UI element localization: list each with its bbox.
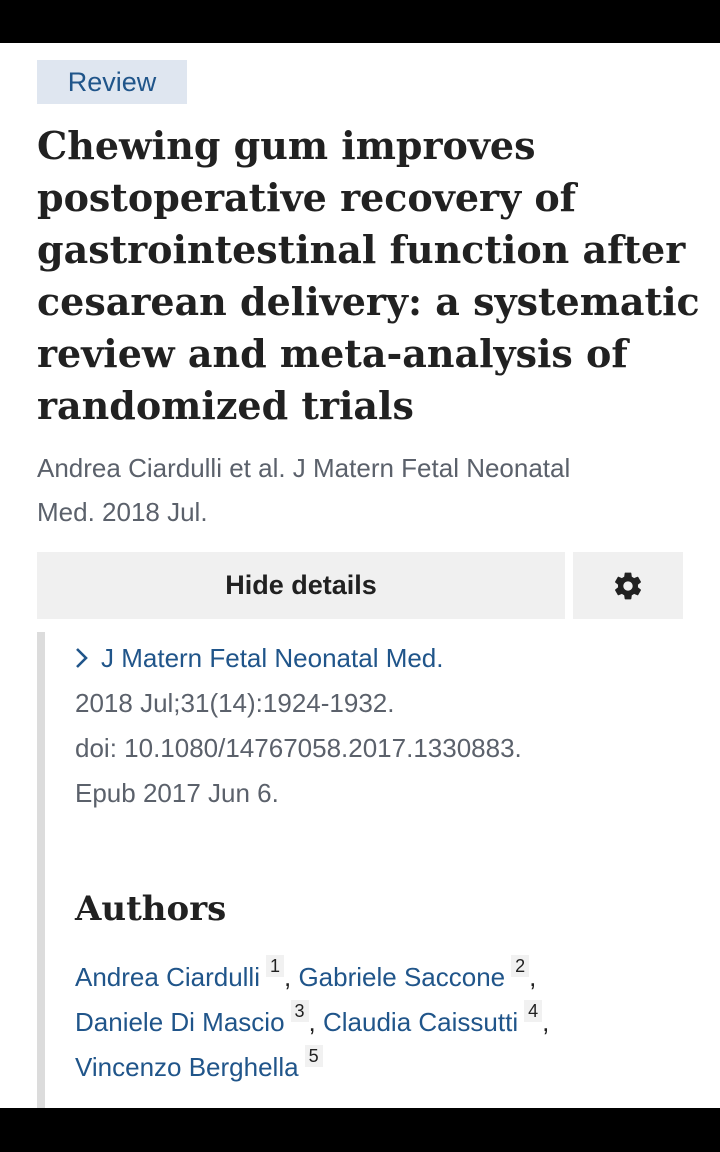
journal-link[interactable] [75, 636, 444, 680]
title-line: review and meta-analysis of [37, 331, 628, 376]
volume-issue-pages: 2018 Jul;31(14):1924-1932. [75, 688, 395, 718]
short-citation [37, 446, 687, 534]
authors-line: Daniele Di Mascio 3 , Claudia Caissutti 4 , [75, 1001, 550, 1037]
citation-line: Med. 2018 Jul. [37, 497, 208, 527]
authors-heading: Authors [75, 889, 227, 929]
chevron-right-icon [75, 636, 89, 680]
doi-text: doi: 10.1080/14767058.2017.1330883. [75, 733, 522, 763]
status-bar [0, 0, 720, 43]
journal-name[interactable]: J Matern Fetal Neonatal Med. [101, 643, 444, 673]
affiliation-marker[interactable]: 3 [291, 1000, 309, 1022]
authors-line [75, 1045, 323, 1089]
affiliation-marker[interactable]: 4 [524, 1000, 542, 1022]
gear-icon [612, 570, 644, 602]
author-link[interactable]: Gabriele Saccone [298, 962, 506, 992]
article-details-panel [37, 632, 695, 1108]
title-line: postoperative recovery of [37, 175, 577, 220]
epub-date: Epub 2017 Jun 6. [75, 778, 279, 808]
citation-line: Andrea Ciardulli et al. J Matern Fetal Neonatal [37, 453, 571, 483]
title-line: cesarean delivery: a systematic [37, 279, 700, 324]
title-line: randomized trials [37, 383, 414, 428]
author-link[interactable]: Claudia Caissutti [323, 1007, 519, 1037]
display-options-button[interactable] [573, 552, 683, 619]
author-link[interactable]: Daniele Di Mascio [75, 1007, 285, 1037]
bottom-bar [0, 1108, 720, 1152]
title-line: Chewing gum improves [37, 123, 536, 168]
affiliation-marker[interactable]: 5 [305, 1045, 323, 1067]
authors-line: Andrea Ciardulli 1 , Gabriele Saccone 2 , [75, 956, 537, 992]
author-link[interactable]: Vincenzo Berghella [75, 1052, 299, 1082]
title-line: gastrointestinal function after [37, 227, 686, 272]
affiliation-marker[interactable]: 2 [511, 955, 529, 977]
article-title [37, 120, 700, 432]
hide-details-button[interactable]: Hide details [37, 552, 565, 619]
author-link[interactable]: Andrea Ciardulli [75, 962, 260, 992]
affiliation-marker[interactable]: 1 [266, 955, 284, 977]
article-type-badge: Review [37, 60, 187, 104]
